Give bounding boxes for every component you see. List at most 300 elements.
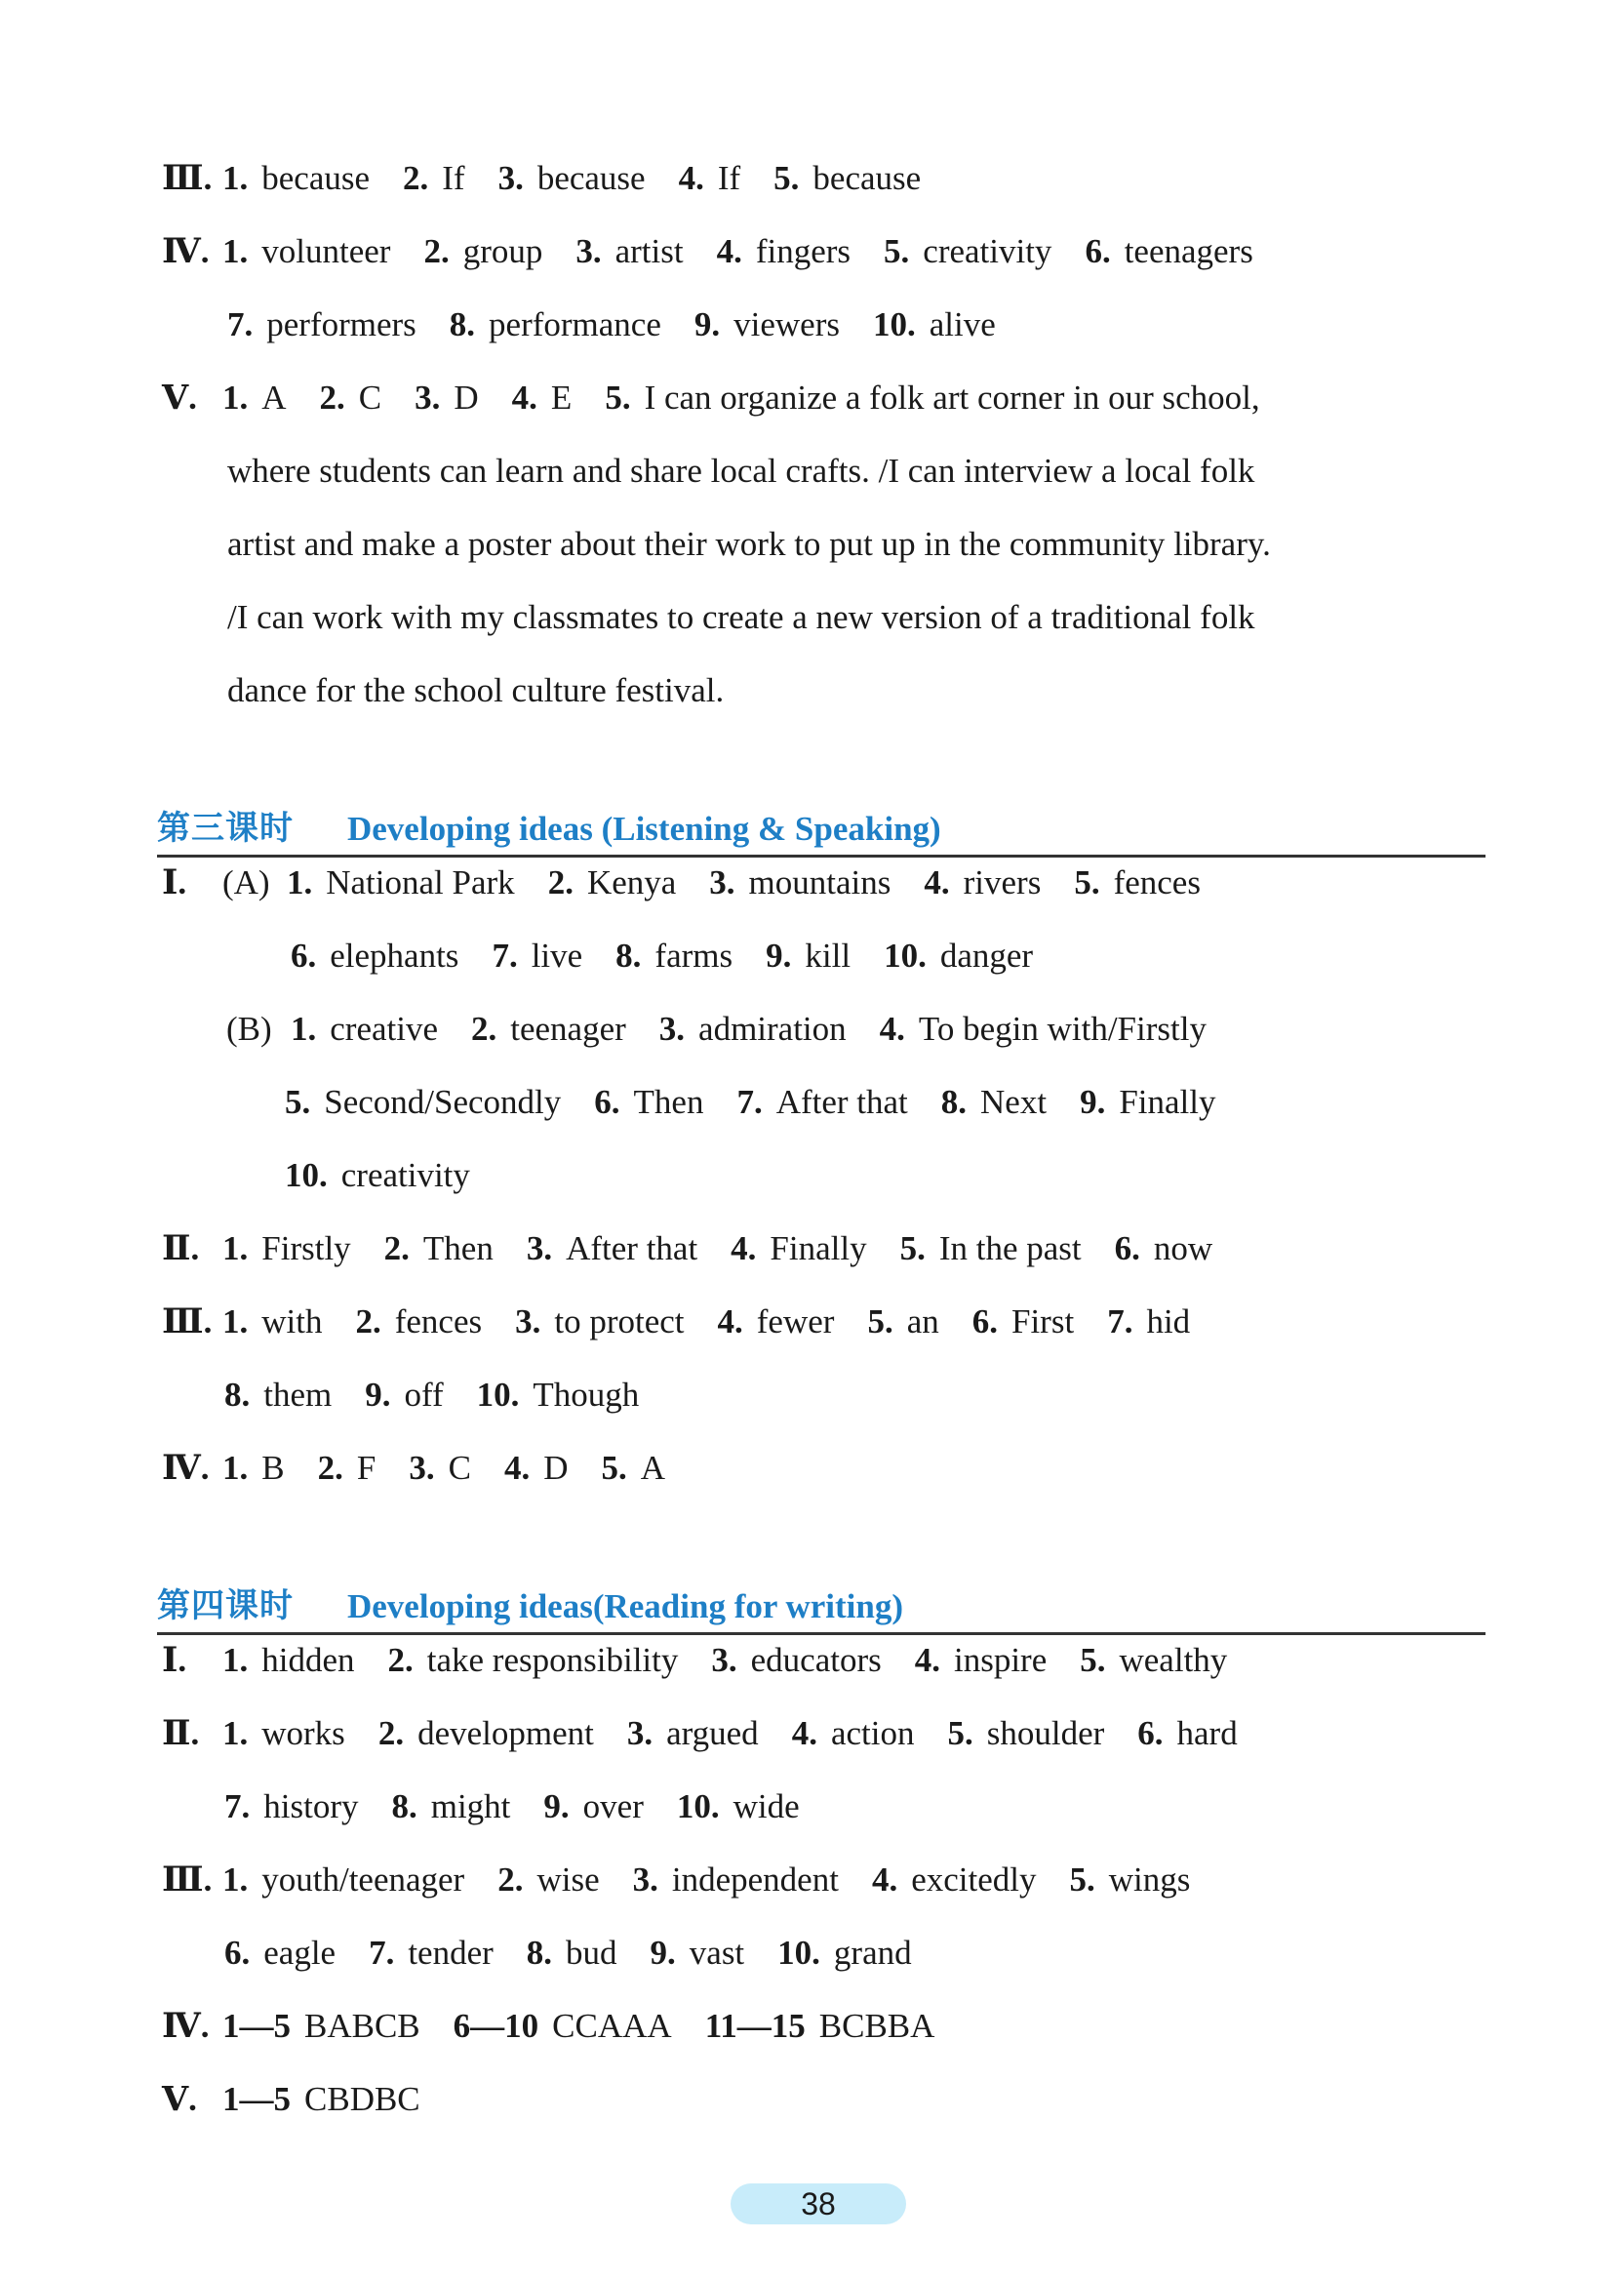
answer-text: To begin with/Firstly	[918, 1010, 1207, 1048]
answer-text: youth/teenager	[261, 1860, 465, 1899]
item-number: 5.	[947, 1714, 973, 1752]
item-number: 10.	[884, 937, 927, 975]
answer-text: elephants	[330, 937, 459, 975]
answer-text: fences	[1113, 863, 1201, 901]
answer-text: argued	[666, 1714, 759, 1752]
item-number: 3.	[415, 379, 441, 417]
item-number: 5.	[867, 1302, 893, 1340]
item-number: 10.	[285, 1156, 328, 1194]
answer-item	[222, 154, 370, 203]
answer-text: After that	[775, 1083, 908, 1121]
answer-line	[162, 1709, 1238, 1758]
item-number: 3.	[526, 1229, 553, 1267]
roman-numeral: Ⅳ.	[162, 232, 210, 270]
answer-item	[224, 1929, 336, 1978]
answer-item	[222, 1856, 464, 1904]
answer-item	[594, 1078, 703, 1127]
answer-text: works	[261, 1714, 345, 1752]
answer-text: teenager	[510, 1010, 626, 1048]
item-number: 7.	[1107, 1302, 1133, 1340]
item-number: 8.	[526, 1934, 553, 1972]
item-number: 9.	[650, 1934, 676, 1972]
answer-text: development	[417, 1714, 594, 1752]
item-number: 3.	[575, 232, 602, 270]
answer-item	[391, 1782, 510, 1831]
item-number: 4.	[503, 1449, 531, 1487]
answer-text: admiration	[698, 1010, 847, 1048]
answer-text: with	[261, 1302, 323, 1340]
item-number: 2.	[403, 159, 429, 197]
answer-text: Though	[533, 1376, 640, 1414]
answer-item	[403, 154, 465, 203]
item-number: 9.	[365, 1376, 391, 1414]
answer-text: because	[536, 159, 646, 197]
answer-text: C	[448, 1449, 471, 1487]
answer-item	[880, 1005, 1207, 1054]
answer-item	[222, 1224, 351, 1273]
roman-numeral: Ⅱ.	[162, 1229, 200, 1267]
answer-text: I can organize a folk art corner in our school,	[644, 379, 1260, 417]
section-title: Developing ideas(Reading for writing)	[347, 1587, 904, 1625]
item-number: 9.	[543, 1787, 570, 1825]
item-number: 2.	[497, 1860, 524, 1899]
answer-item	[369, 1929, 494, 1978]
item-number: 8.	[224, 1376, 251, 1414]
answer-text: now	[1153, 1229, 1213, 1267]
answer-item	[709, 859, 891, 907]
answer-text: creativity	[923, 232, 1052, 270]
answer-line	[162, 2075, 420, 2124]
answer-item	[222, 227, 390, 276]
item-number: 9.	[693, 305, 721, 343]
answer-item	[924, 859, 1041, 907]
answer-item	[766, 932, 851, 980]
item-number: 3.	[709, 863, 735, 901]
answer-text: where students can learn and share local crafts. /I can interview a local folk	[227, 452, 1255, 490]
answer-item	[365, 1371, 443, 1420]
roman-numeral: Ⅰ.	[162, 863, 187, 901]
answer-item	[497, 1856, 599, 1904]
answer-text: tender	[408, 1934, 494, 1972]
answer-item	[884, 227, 1051, 276]
answer-text: Finally	[1119, 1083, 1216, 1121]
item-number: 1.	[222, 232, 249, 270]
answer-text: an	[906, 1302, 939, 1340]
answer-item	[222, 2002, 420, 2051]
answer-item	[384, 1224, 494, 1273]
answer-text: them	[263, 1376, 333, 1414]
sub-part-label: (B)	[226, 1010, 272, 1048]
item-number: 4.	[914, 1641, 940, 1679]
answer-text: fingers	[755, 232, 852, 270]
answer-text: grand	[833, 1934, 912, 1972]
answer-text: shoulder	[986, 1714, 1105, 1752]
item-number: 7.	[227, 305, 254, 343]
sub-part-label: (A)	[222, 863, 270, 901]
answer-item	[355, 1298, 482, 1346]
answer-item	[378, 1709, 594, 1758]
item-number: 1.	[222, 1641, 249, 1679]
answer-item	[498, 154, 646, 203]
answer-item	[717, 227, 851, 276]
answer-line	[224, 1371, 639, 1420]
item-number: 2.	[471, 1010, 497, 1048]
answer-text: A	[261, 379, 287, 417]
answer-item	[318, 1444, 376, 1493]
item-number: 1.	[222, 1860, 249, 1899]
section-heading	[157, 800, 1485, 858]
answer-item	[415, 374, 479, 422]
answer-item	[291, 1005, 438, 1054]
answer-text: danger	[939, 937, 1034, 975]
answer-item	[227, 447, 1254, 496]
item-number: 10.	[873, 305, 916, 343]
answer-text: might	[430, 1787, 511, 1825]
section-title: Developing ideas (Listening & Speaking)	[347, 810, 941, 848]
answer-item	[527, 1224, 697, 1273]
item-number: 3.	[626, 1714, 654, 1752]
answer-text: artist	[614, 232, 684, 270]
answer-item	[543, 1782, 643, 1831]
answer-item	[512, 374, 573, 422]
answer-text: creativity	[340, 1156, 470, 1194]
item-number: 3.	[409, 1449, 435, 1487]
answer-item	[873, 300, 996, 349]
answer-text: group	[462, 232, 543, 270]
answer-item	[504, 1444, 569, 1493]
answer-item	[222, 1636, 355, 1685]
answer-item	[915, 1636, 1048, 1685]
answer-text: In the past	[938, 1229, 1082, 1267]
answer-text: artist and make a poster about their work to put up in the community library.	[227, 525, 1271, 563]
answer-item	[694, 300, 840, 349]
item-number: 1—5	[222, 2080, 291, 2118]
roman-numeral: Ⅲ.	[162, 159, 213, 197]
answer-text: take responsibility	[426, 1641, 679, 1679]
answer-text: wise	[536, 1860, 600, 1899]
answer-text: bud	[566, 1934, 617, 1972]
answer-text: vast	[689, 1934, 745, 1972]
answer-text: viewers	[733, 305, 840, 343]
item-number: 5.	[1080, 1641, 1106, 1679]
item-number: 1.	[222, 1229, 249, 1267]
answer-text: educators	[750, 1641, 882, 1679]
answer-item	[1074, 859, 1201, 907]
item-number: 3.	[658, 1010, 686, 1048]
answer-text: CBDBC	[304, 2080, 420, 2118]
answer-item	[450, 300, 661, 349]
answer-text: because	[812, 159, 922, 197]
item-number: 9.	[1080, 1083, 1106, 1121]
answer-text: wealthy	[1119, 1641, 1228, 1679]
answer-item	[423, 227, 542, 276]
item-number: 9.	[766, 937, 792, 975]
answer-text: independent	[671, 1860, 839, 1899]
answer-text: First	[1010, 1302, 1075, 1340]
answer-item	[884, 932, 1033, 980]
answer-line	[227, 520, 1271, 569]
answer-item	[1137, 1709, 1237, 1758]
answer-item	[777, 1929, 911, 1978]
answer-text: hidden	[261, 1641, 355, 1679]
answer-text: Kenya	[586, 863, 677, 901]
answer-item	[1080, 1078, 1215, 1127]
answer-item	[471, 1005, 626, 1054]
item-number: 1.	[222, 1449, 249, 1487]
answer-item	[677, 1782, 800, 1831]
item-number: 2.	[423, 232, 450, 270]
answer-text: wings	[1108, 1860, 1191, 1899]
answer-line	[227, 666, 724, 715]
answer-text: over	[582, 1787, 644, 1825]
answer-item	[867, 1298, 938, 1346]
answer-text: National Park	[326, 863, 515, 901]
answer-item	[1069, 1856, 1190, 1904]
item-number: 2.	[319, 379, 345, 417]
item-number: 6.	[971, 1302, 998, 1340]
answer-text: Next	[980, 1083, 1048, 1121]
answer-item	[224, 1371, 332, 1420]
item-number: 1.	[222, 1714, 249, 1752]
answer-line	[162, 859, 1201, 907]
answer-text: eagle	[263, 1934, 337, 1972]
item-number: 4.	[678, 159, 704, 197]
answer-text: inspire	[953, 1641, 1048, 1679]
answer-text: D	[543, 1449, 569, 1487]
answer-item	[477, 1371, 640, 1420]
answer-text: because	[261, 159, 371, 197]
item-number: 5.	[285, 1083, 311, 1121]
item-number: 5.	[899, 1229, 926, 1267]
answer-text: performance	[489, 305, 661, 343]
answer-item	[409, 1444, 471, 1493]
answer-text: dance for the school culture festival.	[227, 671, 725, 709]
answer-line	[162, 374, 1260, 422]
answer-line	[162, 1856, 1190, 1904]
item-number: 2.	[317, 1449, 343, 1487]
answer-text: rivers	[963, 863, 1042, 901]
answer-text: /I can work with my classmates to create a new version of a traditional folk	[227, 598, 1255, 636]
answer-item	[548, 859, 677, 907]
item-number: 8.	[391, 1787, 417, 1825]
answer-line	[227, 593, 1255, 642]
answer-item	[900, 1224, 1082, 1273]
roman-numeral: Ⅳ.	[162, 2007, 210, 2045]
answer-text: BABCB	[304, 2007, 420, 2045]
page-number: 38	[731, 2183, 906, 2224]
answer-text: BCBBA	[818, 2007, 935, 2045]
item-number: 5.	[605, 379, 631, 417]
item-number: 3.	[711, 1641, 737, 1679]
answer-line	[224, 1929, 912, 1978]
item-number: 2.	[387, 1641, 414, 1679]
item-number: 6.	[1114, 1229, 1140, 1267]
answer-text: Firstly	[261, 1229, 351, 1267]
answer-text: creative	[330, 1010, 438, 1048]
item-number: 1.	[287, 863, 313, 901]
item-number: 4.	[717, 1302, 743, 1340]
answer-line	[162, 154, 921, 203]
answer-text: fences	[394, 1302, 483, 1340]
answer-line	[162, 1444, 665, 1493]
item-number: 2.	[547, 863, 574, 901]
answer-item	[227, 666, 724, 715]
answer-item	[651, 1929, 745, 1978]
answer-item	[705, 2002, 935, 2051]
answer-text: action	[830, 1714, 915, 1752]
item-number: 6.	[224, 1934, 251, 1972]
answer-line	[162, 227, 1253, 276]
item-number: 8.	[940, 1083, 968, 1121]
answer-item	[515, 1298, 684, 1346]
answer-item	[679, 154, 741, 203]
answer-line	[227, 300, 996, 349]
answer-item	[575, 227, 683, 276]
item-number: 6.	[1137, 1714, 1164, 1752]
answer-item	[1080, 1636, 1227, 1685]
answer-item	[222, 2075, 420, 2124]
item-number: 4.	[511, 379, 537, 417]
item-number: 11—15	[704, 2007, 806, 2045]
answer-item	[1115, 1224, 1213, 1273]
answer-line	[162, 1224, 1212, 1273]
answer-item	[872, 1856, 1037, 1904]
item-number: 4.	[871, 1860, 898, 1899]
answer-text: farms	[654, 937, 733, 975]
answer-text: off	[404, 1376, 444, 1414]
item-number: 5.	[1069, 1860, 1095, 1899]
answer-text: hid	[1146, 1302, 1191, 1340]
answer-text: E	[550, 379, 573, 417]
answer-item	[222, 1298, 322, 1346]
answer-text: CCAAA	[552, 2007, 672, 2045]
item-number: 5.	[601, 1449, 627, 1487]
roman-numeral: Ⅴ.	[162, 2080, 197, 2118]
item-number: 3.	[632, 1860, 658, 1899]
roman-numeral: Ⅲ.	[162, 1302, 213, 1340]
item-number: 6.	[594, 1083, 620, 1121]
answer-item	[222, 1709, 345, 1758]
answer-text: C	[358, 379, 382, 417]
item-number: 6—10	[453, 2007, 539, 2045]
answer-item	[291, 932, 458, 980]
answer-text: performers	[266, 305, 416, 343]
answer-text: B	[261, 1449, 285, 1487]
answer-text: history	[263, 1787, 359, 1825]
answer-item	[627, 1709, 759, 1758]
answer-item	[320, 374, 382, 422]
answer-item	[773, 154, 921, 203]
answer-text: alive	[929, 305, 996, 343]
answer-text: wide	[733, 1787, 800, 1825]
item-number: 2.	[355, 1302, 381, 1340]
answer-item	[736, 1078, 907, 1127]
answer-line	[291, 932, 1033, 980]
answer-item	[731, 1224, 866, 1273]
answer-text: Then	[633, 1083, 704, 1121]
answer-item	[227, 300, 416, 349]
answer-line	[285, 1151, 470, 1200]
section-heading	[157, 1578, 1485, 1635]
answer-line	[224, 1782, 800, 1831]
answer-text: volunteer	[261, 232, 391, 270]
item-number: 7.	[224, 1787, 251, 1825]
answer-text: If	[717, 159, 741, 197]
answer-item	[615, 932, 733, 980]
item-number: 6.	[291, 937, 317, 975]
item-number: 3.	[497, 159, 524, 197]
answer-text: Finally	[770, 1229, 867, 1267]
answer-item	[285, 1078, 561, 1127]
item-number: 5.	[773, 159, 800, 197]
answer-item	[947, 1709, 1104, 1758]
answer-item	[492, 932, 582, 980]
section-lesson-label: 第三课时	[157, 809, 294, 848]
answer-text: mountains	[748, 863, 891, 901]
answer-line	[162, 1636, 1227, 1685]
item-number: 5.	[884, 232, 910, 270]
item-number: 4.	[924, 863, 950, 901]
answer-text: Second/Secondly	[324, 1083, 562, 1121]
item-number: 6.	[1085, 232, 1111, 270]
answer-item	[659, 1005, 847, 1054]
item-number: 1.	[222, 1302, 249, 1340]
item-number: 10.	[777, 1934, 820, 1972]
answer-item	[454, 2002, 672, 2051]
section-lesson-label: 第四课时	[157, 1586, 294, 1625]
item-number: 7.	[492, 937, 518, 975]
item-number: 7.	[369, 1934, 395, 1972]
roman-numeral: Ⅳ.	[162, 1449, 210, 1487]
answer-item	[792, 1709, 915, 1758]
item-number: 10.	[476, 1376, 520, 1414]
answer-item	[224, 1782, 358, 1831]
answer-text: fewer	[756, 1302, 835, 1340]
item-number: 3.	[515, 1302, 541, 1340]
answer-item	[941, 1078, 1047, 1127]
item-number: 5.	[1074, 863, 1100, 901]
answer-item	[285, 1151, 470, 1200]
answer-text: F	[356, 1449, 376, 1487]
answer-text: hard	[1176, 1714, 1238, 1752]
item-number: 1.	[291, 1010, 317, 1048]
answer-item	[222, 374, 287, 422]
answer-item	[1107, 1298, 1190, 1346]
answer-item	[1085, 227, 1252, 276]
answer-line	[162, 1298, 1190, 1346]
answer-item	[633, 1856, 839, 1904]
item-number: 4.	[716, 232, 742, 270]
item-number: 10.	[676, 1787, 720, 1825]
item-number: 7.	[736, 1083, 763, 1121]
item-number: 8.	[449, 305, 476, 343]
answer-item	[718, 1298, 835, 1346]
answer-text: Then	[422, 1229, 494, 1267]
answer-item	[972, 1298, 1074, 1346]
item-number: 2.	[377, 1714, 405, 1752]
answer-line	[285, 1078, 1216, 1127]
answer-text: After that	[566, 1229, 698, 1267]
item-number: 1.	[222, 379, 249, 417]
answer-text: kill	[805, 937, 852, 975]
answer-text: teenagers	[1124, 232, 1253, 270]
answer-text: If	[442, 159, 465, 197]
answer-item	[227, 593, 1255, 642]
answer-line	[162, 2002, 934, 2051]
roman-numeral: Ⅱ.	[162, 1714, 200, 1752]
answer-text: D	[454, 379, 479, 417]
item-number: 1—5	[222, 2007, 291, 2045]
